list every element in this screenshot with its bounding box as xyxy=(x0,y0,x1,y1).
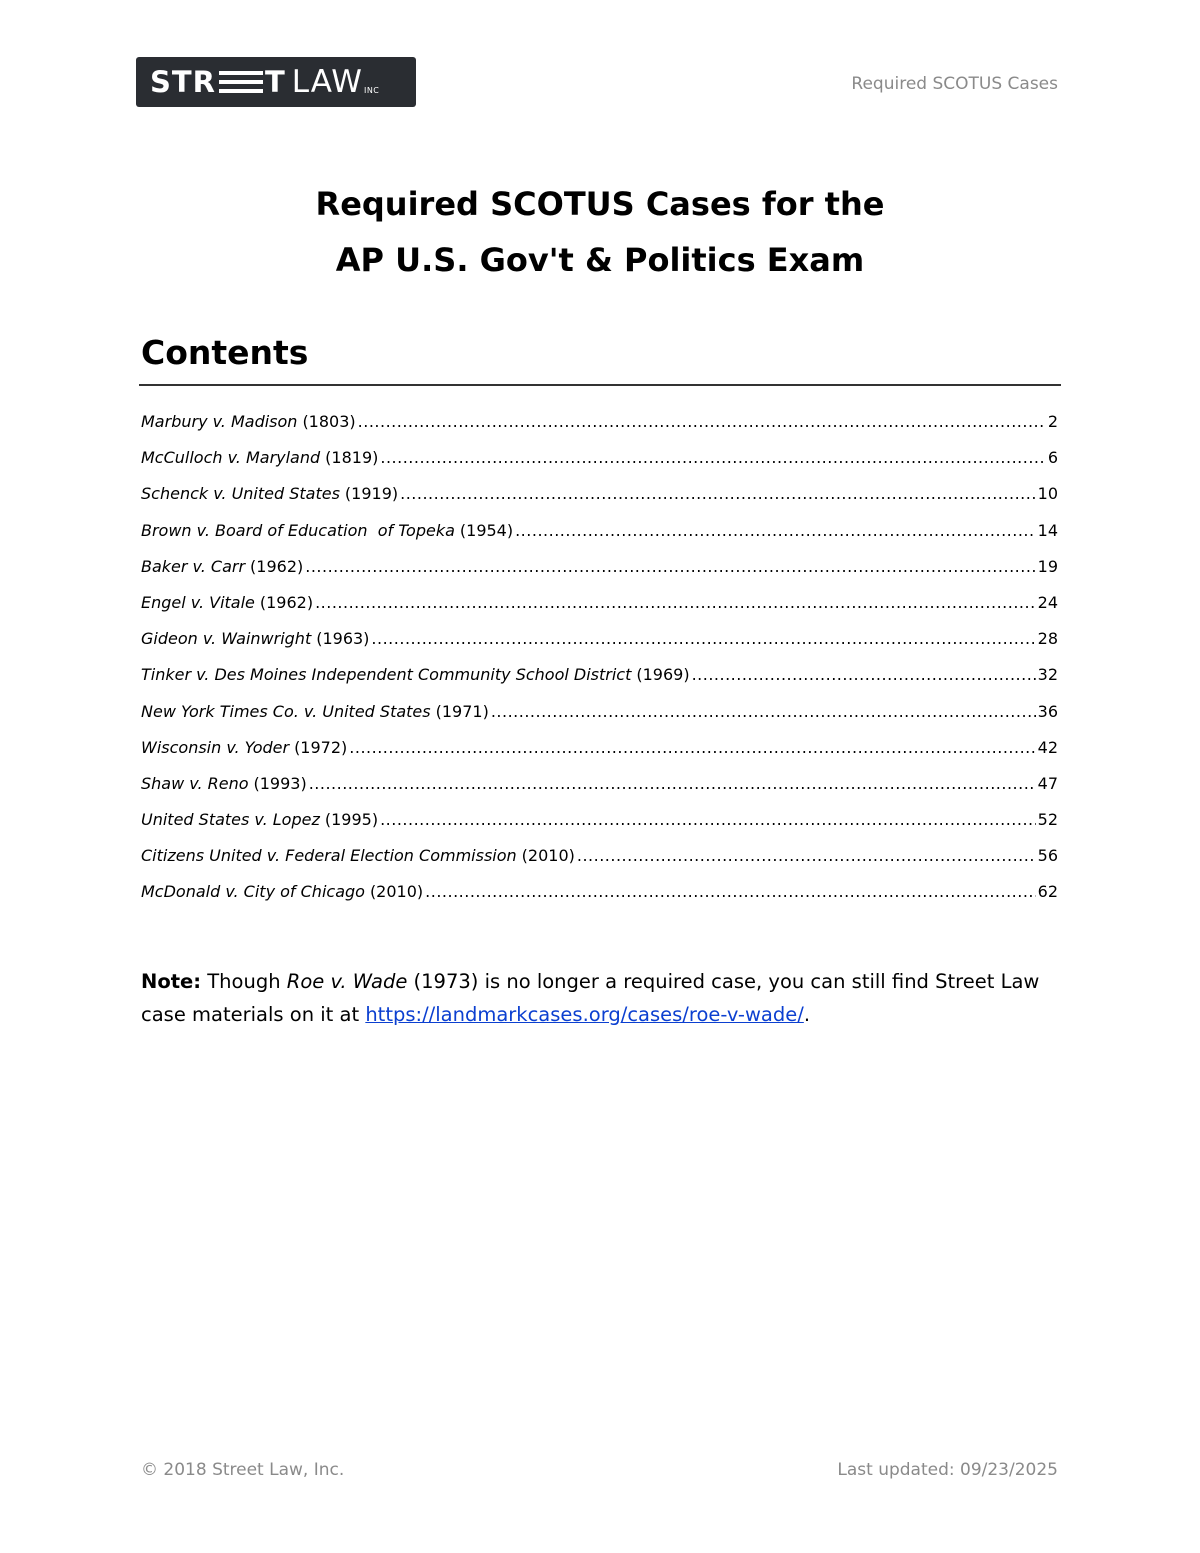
toc-case-name: Marbury v. Madison xyxy=(141,412,298,431)
toc-page-number: 32 xyxy=(1037,665,1058,685)
toc-page-number: 47 xyxy=(1037,773,1058,793)
toc-entry[interactable] xyxy=(141,412,1058,448)
note-label: Note: xyxy=(141,970,202,993)
logo-word-t: T xyxy=(265,65,286,99)
toc-entry[interactable] xyxy=(141,738,1058,774)
toc-dot-leader xyxy=(425,882,1036,901)
toc-page-number: 6 xyxy=(1047,448,1058,468)
toc-page-number: 56 xyxy=(1037,846,1058,866)
toc-entry[interactable] xyxy=(141,702,1058,738)
toc-page-number: 28 xyxy=(1037,629,1058,649)
toc-case-name: Gideon v. Wainwright xyxy=(141,629,312,649)
toc-dot-leader xyxy=(491,702,1036,721)
toc-page-number: 52 xyxy=(1037,810,1058,830)
toc-case-year: (1954) xyxy=(459,520,514,540)
toc-dot-leader xyxy=(371,629,1035,648)
toc-page-number: 42 xyxy=(1037,737,1058,757)
toc-dot-leader xyxy=(400,484,1036,503)
logo-suffix-inc: INC xyxy=(363,86,380,95)
document-title-line-1: Required SCOTUS Cases for the xyxy=(315,185,885,223)
logo-bars-icon xyxy=(219,71,263,93)
toc-dot-leader xyxy=(515,521,1036,540)
toc-case-year: (1969) xyxy=(636,665,690,685)
note-end: . xyxy=(803,1003,811,1026)
toc-case-year: (2010) xyxy=(369,882,424,902)
street-law-logo xyxy=(136,57,416,107)
toc-case-name: Brown v. Board of Education of Topeka xyxy=(141,520,455,540)
toc-case-name: Citizens United v. Federal Election Commission xyxy=(141,846,517,866)
toc-entry[interactable] xyxy=(141,665,1058,701)
toc-entry[interactable] xyxy=(141,810,1058,846)
toc-entry[interactable] xyxy=(141,521,1058,557)
heading-rule xyxy=(139,384,1061,386)
toc-dot-leader xyxy=(358,412,1046,431)
toc-entry[interactable] xyxy=(141,846,1058,882)
toc-case-name: New York Times Co. v. United States xyxy=(141,701,431,721)
toc-case-year: (1962) xyxy=(259,592,314,612)
note-text-after: (1973) is no longer a required case, you can still find Street Law case materials on it at xyxy=(141,970,1040,1026)
toc-case-year: (1919) xyxy=(344,484,399,504)
toc-entry[interactable] xyxy=(141,629,1058,665)
toc-dot-leader xyxy=(692,665,1036,684)
toc-entry[interactable] xyxy=(141,882,1058,918)
toc-page-number: 36 xyxy=(1037,701,1058,721)
toc-dot-leader xyxy=(309,774,1036,793)
toc-case-name: United States v. Lopez xyxy=(141,810,320,830)
toc-case-name: Engel v. Vitale xyxy=(141,592,255,612)
contents-heading: Contents xyxy=(141,333,309,372)
footer-copyright: © 2018 Street Law, Inc. xyxy=(141,1460,345,1480)
toc-page-number: 14 xyxy=(1037,520,1058,540)
toc-case-name: Schenck v. United States xyxy=(141,484,340,504)
toc-dot-leader xyxy=(349,738,1035,757)
toc-entry[interactable] xyxy=(141,557,1058,593)
note-case-name: Roe v. Wade xyxy=(286,970,408,993)
toc-case-year: (1971) xyxy=(435,701,489,721)
running-header: Required SCOTUS Cases xyxy=(851,74,1058,94)
toc-page-number: 62 xyxy=(1037,882,1058,902)
toc-case-year: (2010) xyxy=(521,846,575,866)
roe-v-wade-link[interactable]: https://landmarkcases.org/cases/roe-v-wade/ xyxy=(365,1003,804,1026)
toc-case-year: (1972) xyxy=(294,737,348,757)
toc-case-name: Shaw v. Reno xyxy=(141,773,249,793)
toc-page-number: 2 xyxy=(1047,412,1058,431)
toc-entry[interactable] xyxy=(141,484,1058,520)
toc-case-year: (1803) xyxy=(302,412,356,431)
toc-case-year: (1962) xyxy=(250,556,304,576)
toc-case-year: (1819) xyxy=(325,448,379,468)
table-of-contents xyxy=(141,412,1058,919)
toc-case-name: Tinker v. Des Moines Independent Community School District xyxy=(141,665,632,685)
note-text-before: Though xyxy=(201,970,287,993)
toc-dot-leader xyxy=(577,846,1036,865)
toc-page-number: 19 xyxy=(1037,556,1058,576)
toc-entry[interactable] xyxy=(141,774,1058,810)
toc-entry[interactable] xyxy=(141,448,1058,484)
toc-case-year: (1963) xyxy=(316,629,370,649)
document-title-line-2: AP U.S. Gov't & Politics Exam xyxy=(335,241,865,279)
toc-dot-leader xyxy=(380,448,1045,467)
footer-last-updated: Last updated: 09/23/2025 xyxy=(837,1460,1058,1480)
toc-dot-leader xyxy=(305,557,1035,576)
logo-word-str: STR xyxy=(150,65,216,99)
toc-case-name: Baker v. Carr xyxy=(141,556,246,576)
toc-entry[interactable] xyxy=(141,593,1058,629)
toc-case-year: (1993) xyxy=(253,773,307,793)
toc-page-number: 24 xyxy=(1037,592,1058,612)
toc-dot-leader xyxy=(315,593,1036,612)
note-paragraph xyxy=(141,965,1071,1031)
logo-word-law: LAW xyxy=(291,64,363,100)
toc-page-number: 10 xyxy=(1037,484,1058,504)
toc-dot-leader xyxy=(380,810,1036,829)
toc-case-name: McDonald v. City of Chicago xyxy=(141,882,365,902)
toc-case-name: Wisconsin v. Yoder xyxy=(141,737,290,757)
toc-case-year: (1995) xyxy=(324,810,379,830)
toc-case-name: McCulloch v. Maryland xyxy=(141,448,321,468)
